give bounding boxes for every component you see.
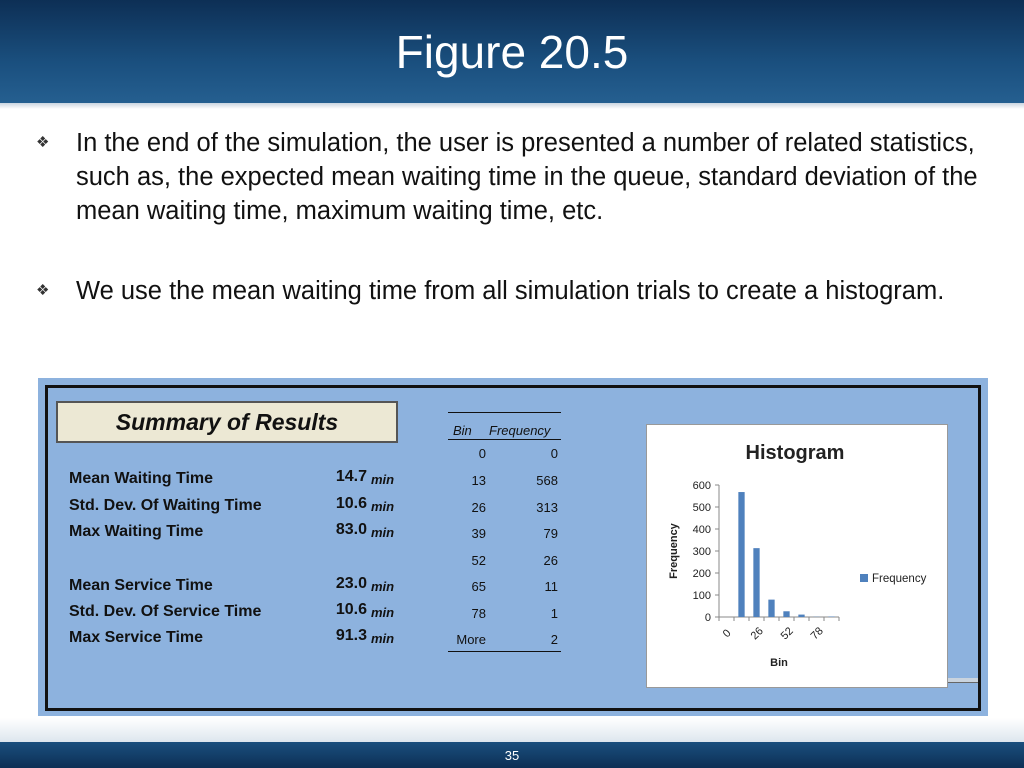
table-cell-bin: 13 xyxy=(471,473,486,488)
y-tick-label: 100 xyxy=(692,590,711,602)
stat-label: Std. Dev. Of Waiting Time xyxy=(69,497,262,514)
stat-unit: min xyxy=(371,631,395,646)
bullet-text: We use the mean waiting time from all simulation trials to create a histogram. xyxy=(76,277,945,305)
table-cell-bin: 26 xyxy=(471,500,486,515)
stat-value: 83.0 xyxy=(335,521,367,538)
y-tick-label: 300 xyxy=(692,546,711,558)
table-cell-bin: 0 xyxy=(478,446,486,461)
bullet-item xyxy=(36,274,996,308)
histogram-bar xyxy=(798,615,804,617)
x-axis-label: Bin xyxy=(770,657,788,669)
results-panel-frame xyxy=(45,385,981,711)
stat-value: 23.0 xyxy=(335,575,367,592)
footer-band xyxy=(0,718,1024,742)
histogram-bar xyxy=(738,492,744,617)
stat-unit: min xyxy=(371,525,395,540)
histogram-bar xyxy=(753,548,759,617)
y-tick-label: 200 xyxy=(692,568,711,580)
table-top-rule xyxy=(448,412,561,413)
stat-value: 14.7 xyxy=(335,468,367,485)
table-cell-bin: 52 xyxy=(471,553,486,568)
bullet-text: In the end of the simulation, the user is presented a number of related statistics, such as, the expected mean waiting time in the queue, standard deviation of the mean waiting time, maximum waiting time, etc. xyxy=(76,129,978,225)
y-tick-label: 500 xyxy=(692,502,711,514)
stat-label: Max Waiting Time xyxy=(69,523,204,540)
legend-label: Frequency xyxy=(872,573,927,585)
y-tick-label: 400 xyxy=(692,524,711,536)
x-tick-label: 0 xyxy=(720,627,734,641)
bullet-diamond-icon: ❖ xyxy=(36,282,50,299)
bullet-diamond-icon: ❖ xyxy=(36,134,50,151)
stat-unit: min xyxy=(371,499,395,514)
table-header-rule xyxy=(448,439,561,440)
stat-unit: min xyxy=(371,605,395,620)
stat-value: 10.6 xyxy=(335,495,367,512)
table-cell-frequency: 313 xyxy=(536,500,558,515)
x-tick-label: 52 xyxy=(778,625,796,643)
table-header-bin: Bin xyxy=(453,423,472,438)
y-tick-label: 0 xyxy=(704,612,711,624)
stat-value: 10.6 xyxy=(335,601,367,618)
bullet-item xyxy=(36,126,996,228)
table-header-frequency: Frequency xyxy=(489,423,551,438)
bullet-list xyxy=(36,126,996,354)
y-axis-label: Frequency xyxy=(668,523,680,579)
table-cell-frequency: 0 xyxy=(550,446,558,461)
stat-label: Mean Service Time xyxy=(69,577,213,594)
legend-swatch xyxy=(860,574,868,582)
table-cell-frequency: 2 xyxy=(550,632,558,647)
table-bottom-rule xyxy=(448,651,561,652)
y-tick-label: 600 xyxy=(692,480,711,492)
stat-label: Mean Waiting Time xyxy=(69,470,214,487)
table-cell-bin: 65 xyxy=(471,579,486,594)
table-cell-frequency: 568 xyxy=(536,473,558,488)
table-cell-frequency: 1 xyxy=(550,606,558,621)
stat-unit: min xyxy=(371,579,395,594)
stat-label: Max Service Time xyxy=(69,629,204,646)
chart-title: Histogram xyxy=(745,442,845,464)
histogram-bar xyxy=(768,600,774,617)
table-cell-frequency: 11 xyxy=(544,579,558,594)
table-cell-frequency: 79 xyxy=(543,526,558,541)
x-tick-label: 26 xyxy=(748,625,766,643)
histogram-bar xyxy=(783,611,789,617)
table-cell-bin: 39 xyxy=(471,526,486,541)
slide-title: Figure 20.5 xyxy=(395,26,629,78)
histogram-chart xyxy=(646,424,948,688)
page-number: 35 xyxy=(504,748,520,763)
results-panel xyxy=(38,378,988,716)
table-cell-bin: 78 xyxy=(471,606,486,621)
table-cell-frequency: 26 xyxy=(543,553,558,568)
summary-title: Summary of Results xyxy=(56,401,398,443)
x-tick-label: 78 xyxy=(808,625,826,643)
stat-unit: min xyxy=(371,472,395,487)
stat-value: 91.3 xyxy=(335,627,367,644)
table-cell-bin: More xyxy=(456,632,486,647)
stat-label: Std. Dev. Of Service Time xyxy=(69,603,262,620)
histogram-svg xyxy=(647,425,947,687)
